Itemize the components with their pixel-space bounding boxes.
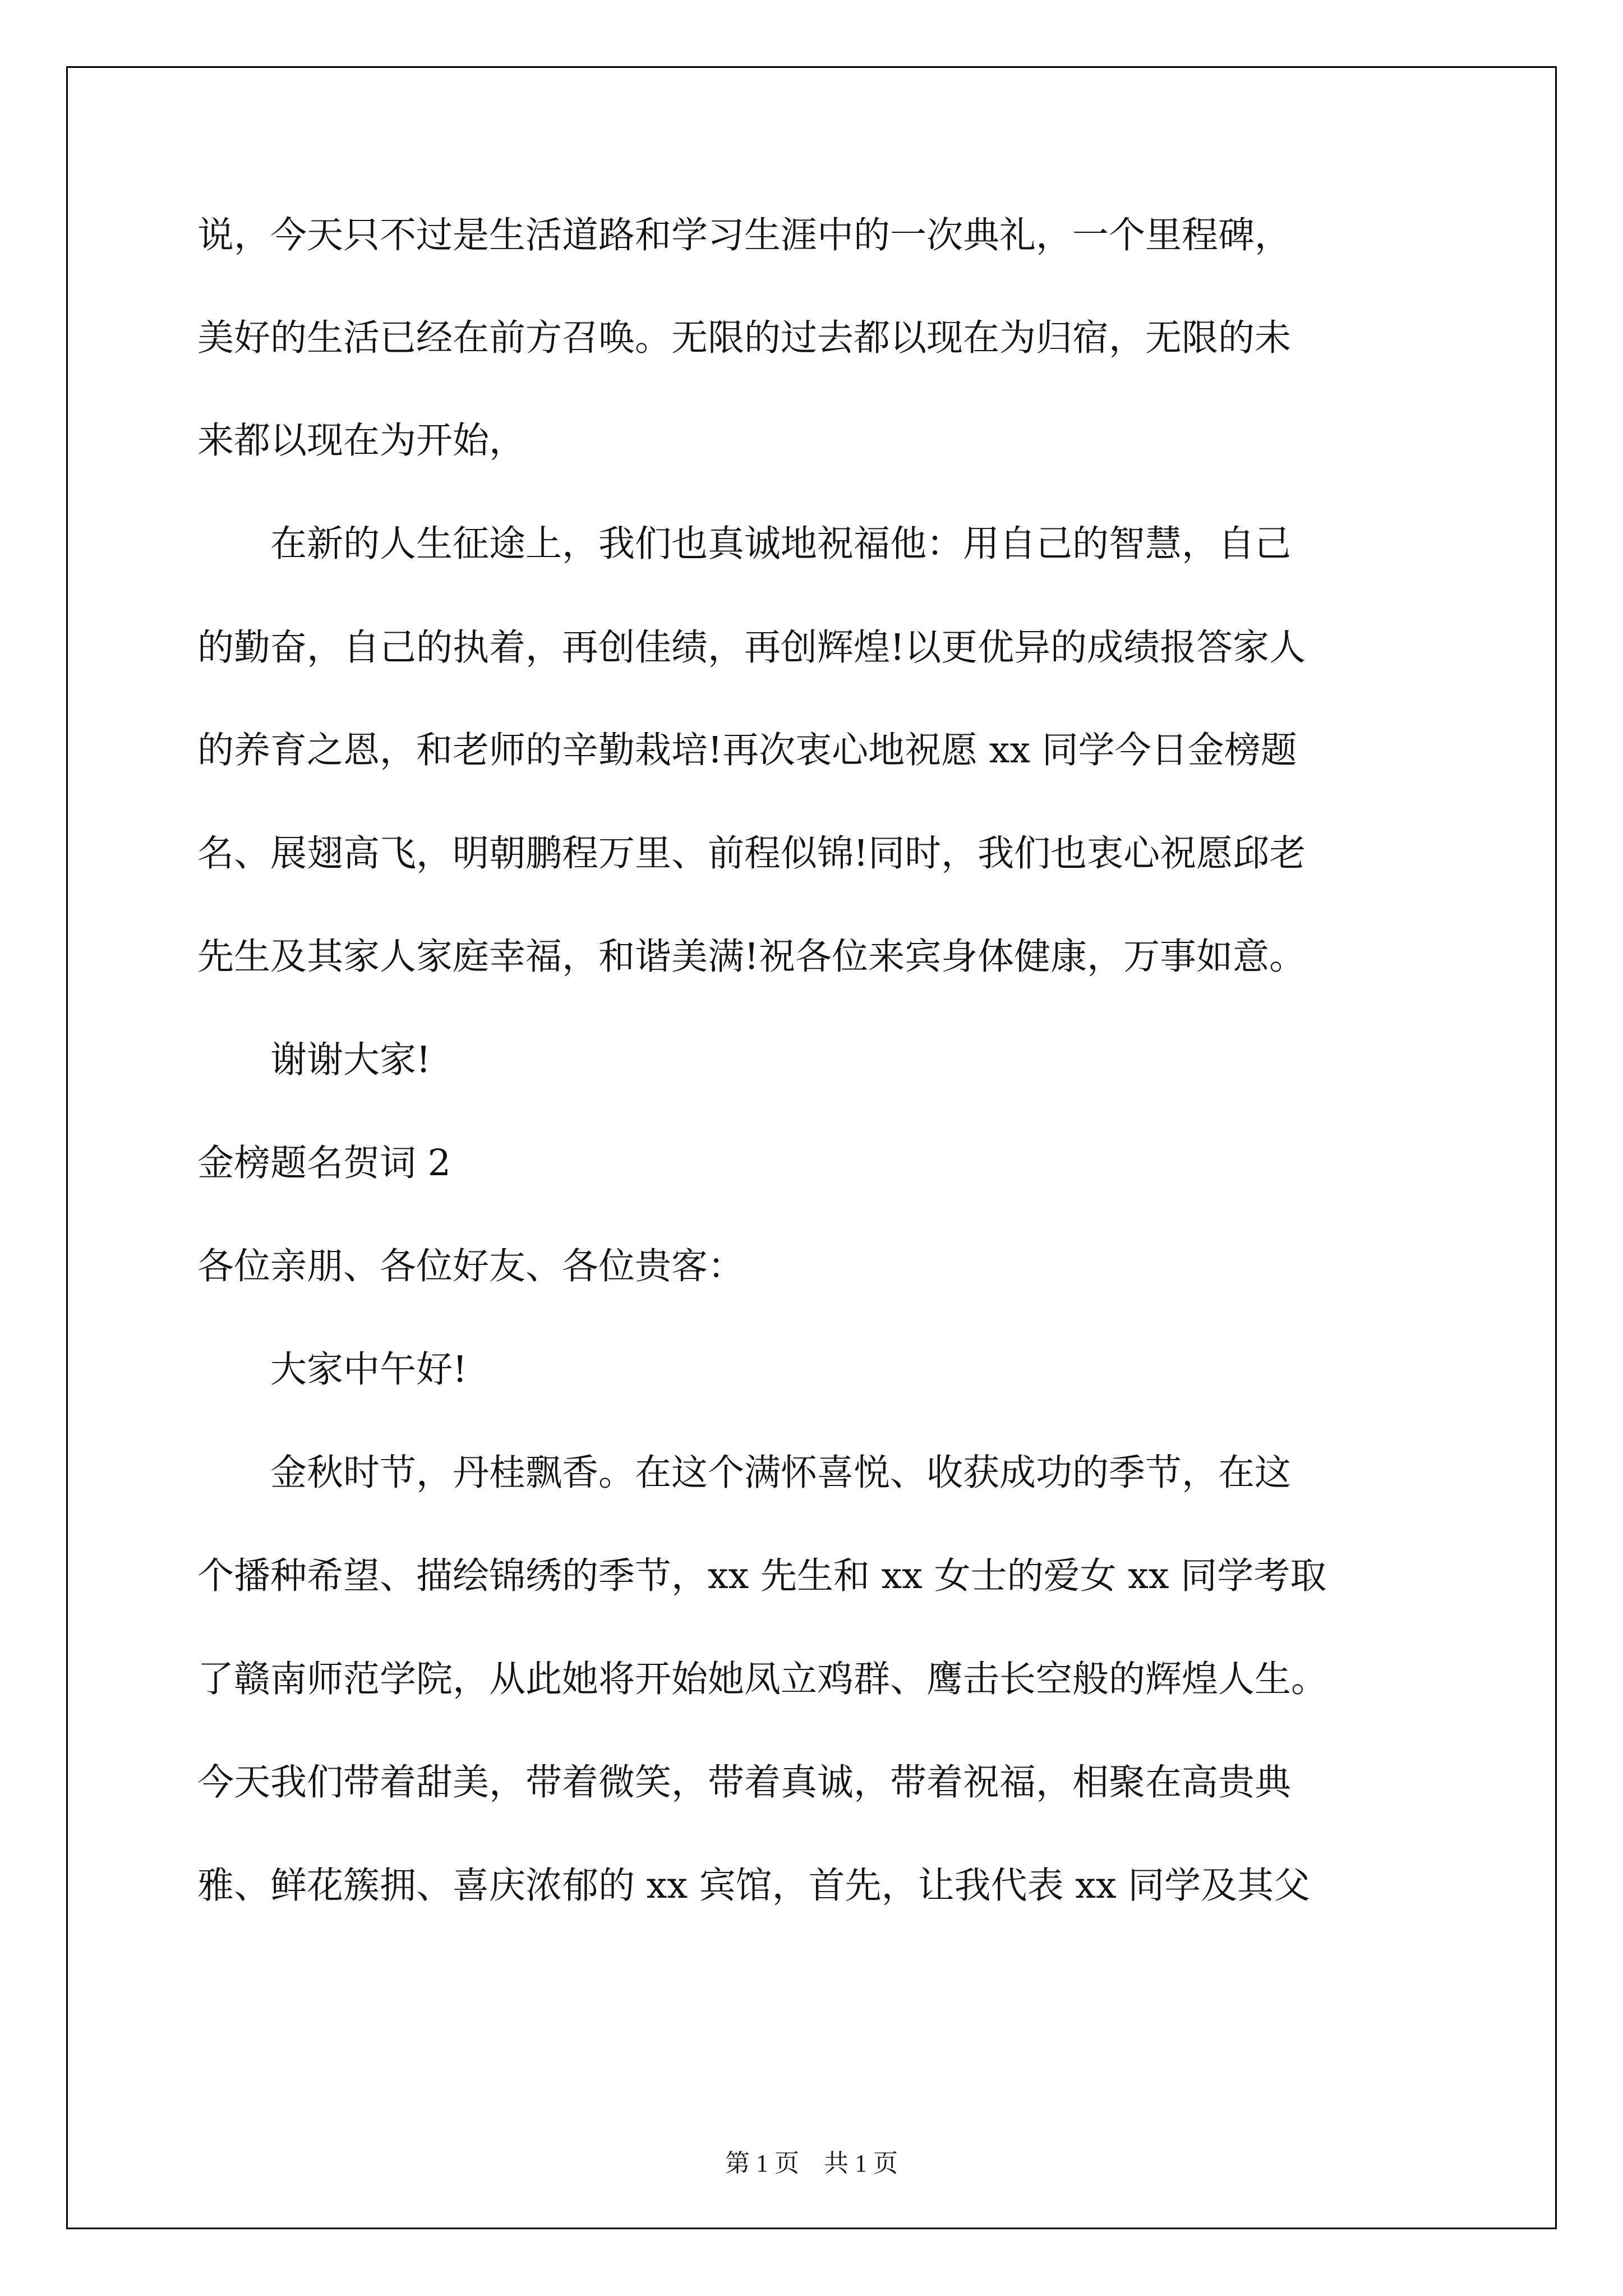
body-line: 个播种希望、描绘锦绣的季节，xx 先生和 xx 女士的爱女 xx 同学考取 [197,1555,1327,1597]
body-line: 雅、鲜花簇拥、喜庆浓郁的 xx 宾馆，首先，让我代表 xx 同学及其父 [197,1865,1311,1907]
body-line: 的养育之恩，和老师的辛勤栽培!再次衷心地祝愿 xx 同学今日金榜题 [197,729,1297,771]
body-line: 在新的人生征途上，我们也真诚地祝福他：用自己的智慧，自己 [197,523,1292,565]
body-line: 大家中午好! [197,1349,468,1391]
body-line: 美好的生活已经在前方召唤。无限的过去都以现在为归宿，无限的未 [197,317,1292,359]
body-line: 来都以现在为开始， [197,420,526,462]
salutation: 各位亲朋、各位好友、各位贵客： [197,1245,745,1287]
body-line: 今天我们带着甜美，带着微笑，带着真诚，带着祝福，相聚在高贵典 [197,1761,1292,1803]
body-line: 了赣南师范学院，从此她将开始她凤立鸡群、鹰击长空般的辉煌人生。 [197,1658,1328,1700]
body-line: 名、展翅高飞，明朝鹏程万里、前程似锦!同时，我们也衷心祝愿邱老 [197,832,1306,875]
section-heading: 金榜题名贺词 2 [197,1142,451,1184]
body-line: 的勤奋，自己的执着，再创佳绩，再创辉煌!以更优异的成绩报答家人 [197,627,1306,669]
body-line: 说，今天只不过是生活道路和学习生涯中的一次典礼，一个里程碑， [197,214,1292,256]
body-line: 谢谢大家! [197,1039,431,1081]
page-footer: 第 1 页 共 1 页 [725,2150,898,2177]
body-line: 金秋时节，丹桂飘香。在这个满怀喜悦、收获成功的季节，在这 [197,1452,1292,1494]
body-line: 先生及其家人家庭幸福，和谐美满!祝各位来宾身体健康，万事如意。 [197,936,1306,978]
